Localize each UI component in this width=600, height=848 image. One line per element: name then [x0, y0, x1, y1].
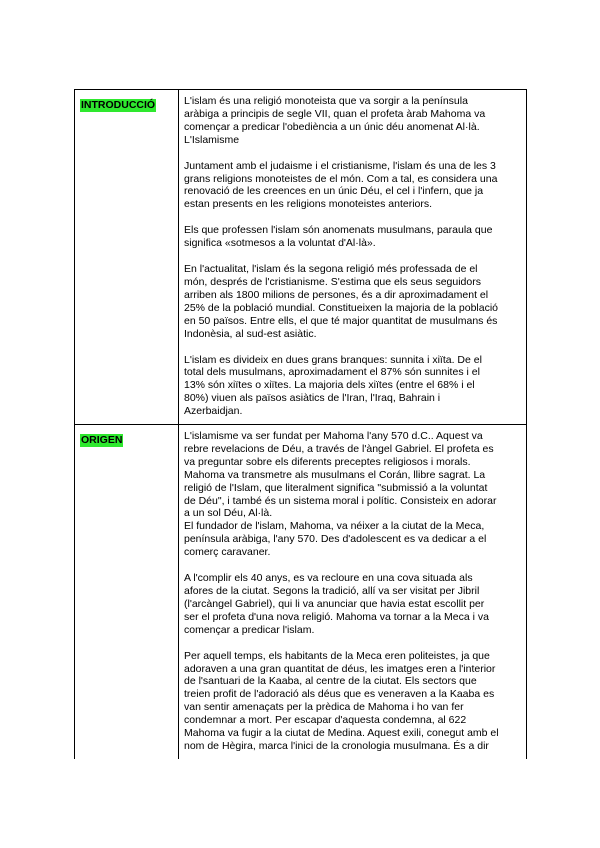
content-cell — [179, 90, 527, 425]
label-cell — [75, 425, 179, 759]
paragraph: A l'complir els 40 anys, es va recloure en una cova situada als afores de la ciutat. Segons la tradició, allí va ser visitat per Jibril (l'arcàngel Gabriel), qui li va anunciar que havia estat escollit per ser el profeta d'una nova religió. Mahoma va tornar a la Meca i va començar a predicar l'islam. — [184, 572, 489, 636]
paragraph: L'islam és una religió monoteista que va sorgir a la península aràbiga a principis de segle VII, quan el profeta àrab Mahoma va començar a predicar l'obediència a un únic déu anomenat Al·là. L'Islamisme — [184, 95, 486, 146]
table-row-origen — [75, 425, 527, 759]
paragraph: Per aquell temps, els habitants de la Meca eren politeistes, ja que adoraven a una gran quantitat de déus, les imatges eren a l'interior de l'santuari de la Kaaba, al centre de la ciutat. Els sectors que treien profit de l'adoració als déus que es veneraven a la Kaaba es van sentir amenaçats per la prèdica de Mahoma i ho van fer condemnar a mort. Per escapar d'aquesta condemna, al 622 Mahoma va fugir a la ciutat de Medina. Aquest exili, conegut amb el nom de Hègira, marca l'inici de la cronologia musulmana. És a dir — [184, 649, 499, 752]
content-cell — [179, 425, 527, 759]
label-cell — [75, 90, 179, 425]
paragraph: Juntament amb el judaisme i el cristianisme, l'islam és una de les 3 grans religions monoteistes de el món. Com a tal, es considera una renovació de les creences en un únic Déu, el cel i l'infern, que ja estan presents en les religions monoteistes anteriors. — [184, 159, 498, 211]
paragraph: Els que professen l'islam són anomenats musulmans, paraula que significa «sotmesos a la voluntat d'Al·là». — [184, 224, 493, 250]
paragraph: L'islam es divideix en dues grans branques: sunnita i xiïta. De el total dels musulmans, aproximadament el 87% són sunnites i el 13% són xiïtes o xiïtes. La majoria dels xiïtes (entre el 68% i el 80%) viuen als països asiàtics de l'Iran, l'Iraq, Bahrain i Azerbaidjan. — [184, 353, 482, 418]
paragraph: L'islamisme va ser fundat per Mahoma l'any 570 d.C.. Aquest va rebre revelacions de Déu, a través de l'àngel Gabriel. El profeta es va preguntar sobre els diferents preceptes religiosos i morals. Mahoma va transmetre als musulmans el Corán, llibre sagrat. La religió de l'Islam, que literalment significa "submissió a la voluntat de Déu", i també és un sistema moral i polític. Consisteix en adorar a un sol Déu, Al·là. El fundador de l'islam, Mahoma, va néixer a la ciutat de la Meca, península aràbiga, l'any 570. Des d'adolescent es va dedicar a el comerç caravaner. — [184, 430, 497, 559]
content-table — [74, 89, 527, 759]
paragraph: En l'actualitat, l'islam és la segona religió més professada de el món, després de l'cristianisme. S'estima que els seus seguidors arriben als 1800 milions de persones, és a dir aproximadament el 25% de la població mundial. Constitueixen la majoria de la població en 50 països. Entre ells, el que té major quantitat de musulmans és Indonèsia, al sud-est asiàtic. — [184, 263, 499, 340]
section-label-introduccio: INTRODUCCIÓ — [81, 99, 156, 111]
table-row-introduccio — [75, 90, 527, 425]
section-label-origen: ORIGEN — [81, 434, 123, 447]
